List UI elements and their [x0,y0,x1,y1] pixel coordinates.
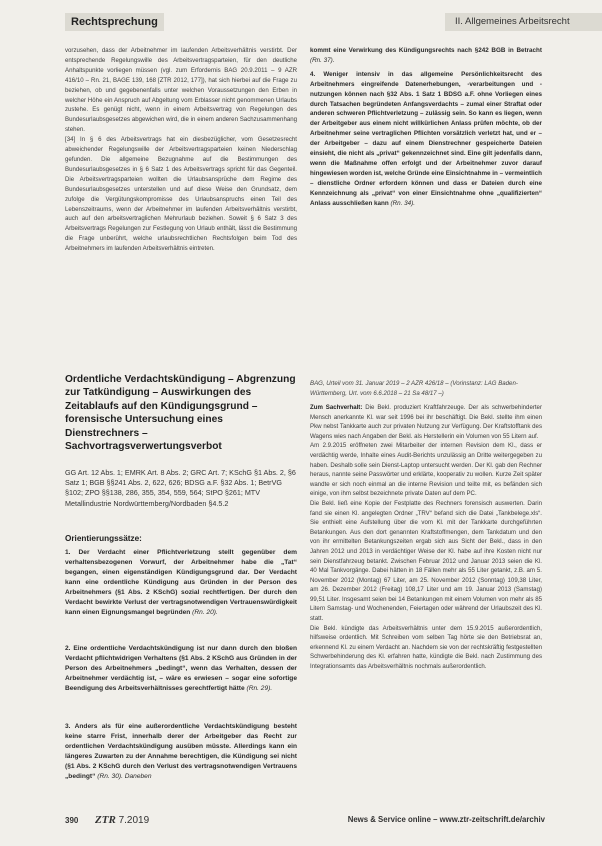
facts-paragraph: Am 2.9.2015 eröffneten zwei Mitarbeiter der internen Revision dem Kl., dass er verdächtig werde, Inhalte eines Audit-Berichts unzulässig an Dritte weitergegeben zu haben. Deshalb solle sein Dienst-Laptop untersucht werden. Der Kl. gab den Rechner heraus, nannte seine Passwörter und erklärte, kooperativ zu wollen. Kurze Zeit später wandte er sich noch einmal an die interne Revision und teilte mit, es befänden sich einige, von ihm selbst bezeichnete private Daten auf dem PC. [310,442,542,498]
orientation-point-text: 4. Weniger intensiv in das allgemeine Persönlichkeitsrecht des Arbeitnehmers eingreifende Datenerhebungen, -verarbeitungen und -nutzungen können nach §32 Abs. 1 Satz 1 BDSG a.F. ohne Vorliegen eines durch Tatsachen begründeten Anfangsverdachts – zumal einer Straftat oder anderen schweren Pflichtverletzung – zulässig sein. So kann es liegen, wenn der Arbeitgeber aus einem nicht willkürlichen Anlass prüfen möchte, ob der Arbeitnehmer seine vertraglichen Pflichten vorsätzlich verletzt hat, und er – der Arbeitgeber – dazu auf einem Dienstrechner gespeicherte Dateien einsieht, die nicht als „privat“ gekennzeichnet sind. Eine gilt jedenfalls dann, wenn die Maßnahme offen erfolgt und der Arbeitnehmer zuvor darauf hingewiesen worden ist, welche Gründe eine Einsichtnahme in – vermeintlich – dienstliche Ordner erfordern können und dass er Dateien durch eine Kennzeichnung als „privat“ von einer Einsichtnahme ohne „qualifizierten“ Anlass ausschließen kann [310,70,542,207]
left-column-continuation [65,46,297,254]
facts-paragraph: Die Bekl. kündigte das Arbeitsverhältnis unter dem 15.9.2015 außerordentlich, hilfsweise ordentlich. Mit Schreiben vom selben Tag hörte sie den Betriebsrat an, erkennend Kl. zu einem Verdacht an. Nachdem sie von der rechtskräftig festgestellten Schwerbehinderung des Kl. erfahren hatte, kündigte die Bekl. nach Zustimmung des Integrationsamts das Arbeitsverhältnis nochmals außerordentlich. [310,624,542,671]
margin-number: (Rn. 29). [246,685,273,692]
facts-paragraph: Die Bekl. ließ eine Kopie der Festplatte des Rechners forensisch auswerten. Darin fand sie einen Kl. angelegten Ordner „TRV“ befand sich die Datei „Tankbelege.xls“. Sie enthielt eine Aufstellung über die vom Kl. mit der Tankkarte durchgeführten Betankungen. Aus den dort genannten Kraftstoffmengen, dem Tankdatum und den von ihr ermittelten Betankungszeiten ergab sich aus Sicht der Bekl., dass in den Jahren 2012 und 2013 in verdächtiger Weise der Kl. habe auf ihre Kosten nicht nur sein Dienstfahrzeug betankt. Zwischen Februar 2012 und Januar 2013 seien die Kl. 40 Mal Tankvorgänge. Dabei hätten in 18 Fällen mehr als 55 Liter getankt, z.B. am 5. November 2012 (Montag) 67 Liter, am 25. November 2012 (Sonntag) 109,38 Liter, am 26. Dezember 2012 (Freitag) 108,17 Liter und am 19. Januar 2013 (Samstag) 99,51 Liter. Insgesamt seien bei 14 Betankungen mit einem Volumen von mehr als 85 Litern Samstag- und Wochenenden, Feiertagen oder während der Urlaubszeit des Kl. statt. [310,499,542,623]
facts-section [310,403,542,672]
orientation-point [65,644,297,694]
orientation-continuation: kommt eine Verwirkung des Kündigungsrechts nach §242 BGB in Betracht [310,47,542,54]
margin-number: (Rn. 37). [310,56,335,64]
orientation-point [65,548,297,618]
magazine-logo: ZTR [95,814,116,826]
magazine-issue [95,814,149,826]
chapter-header: II. Allgemeines Arbeitsrecht [445,13,602,31]
orientation-point-text: 2. Eine ordentliche Verdachtskündigung ist nur dann durch den bloßen Verdacht pflichtwidrigen Verhaltens (§1 Abs. 2 KSchG aus Gründen in der Person des Arbeitnehmers „bedingt“, wenn das Verhalten, dessen der Arbeitnehmer verdächtig ist, – wäre es erwiesen – sogar eine sofortige Beendigung des Arbeitsverhältnisses gerechtfertigt hätte [65,645,297,692]
margin-number: (Rn. 30). Daneben [97,773,152,780]
left-paragraph: [34] In § 6 des Arbeitsvertrags hat ein diesbezüglicher, vom Gesetzesrecht abweichender Regelungswille der Arbeitsvertragsparteien keinen Niederschlag gefunden. Die allgemeine Bezugnahme auf die Bestimmungen des Bundesurlaubsgesetzes in § 6 Satz 1 des Arbeitsvertrags spricht für das Gegenteil. Die Arbeitsvertragsparteien wollten die Urlaubsansprüche dem Regime des Bundesurlaubsgesetzes unterstellen und auf diese Weise den Grundsatz, dem zufolge die Vergütungskompromisse des Urlaubsanspruchs einen Teil des Lebenszeitraums, wenn der Arbeitnehmer im laufenden Arbeitsverhältnis verstirbt, auch auf den arbeitsvertraglichen Mehrurlaub beziehen. Soweit § 6 Satz 3 des Arbeitsvertrags Regelungen zur Festlegung von Urlaub enthält, lässt die Bestimmung die Frage unberührt, welche urlaubsrechtlichen Rechtsfolgen beim Tod des Arbeitnehmers im laufenden Arbeitsverhältnis eintreten. [65,136,297,253]
margin-number: (Rn. 34). [390,199,415,207]
article-title: Ordentliche Verdachtskündigung – Abgrenzung zur Tatkündigung – Auswirkungen des Zeitablaufs auf den Kündigungsgrund – forensische Untersuchung eines Dienstrechners – Sachvortragsverwertungsverbot [65,374,296,453]
orientation-point-text: 3. Anders als für eine außerordentliche Verdachtskündigung besteht keine starre Frist, innerhalb derer der Arbeitgeber das Recht zur ordentlichen Verdachtskündigung ausüben müsste. Allerdings kann ein längeres Zuwarten zu der Annahme berechtigen, die Kündigung sei nicht (§1 Abs. 2 KSchG durch den Verlust des vertragsnotwendigen Vertrauens „bedingt“ [65,723,297,780]
archive-link[interactable]: News & Service online – www.ztr-zeitschrift.de/archiv [347,815,545,824]
page-number: 390 [65,816,79,825]
facts-paragraph: Die Bekl. produziert Kraftfahrzeuge. Der als schwerbehinderter Mensch anerkannte Kl. war seit 1996 bei ihr beschäftigt. Die Bekl. stellte ihm einen Pkw nebst Tankkarte auch zur privaten Nutzung zur Verfügung. Der Kraftstofftank des Wagens wies nach Angaben der Bekl. als Herstellerin ein Volumen von 55 Litern auf. [310,404,542,440]
facts-label: Zum Sachverhalt: [310,404,363,411]
orientation-point [65,722,297,782]
issue-number: 7.2019 [118,815,150,826]
decision-citation: BAG, Urteil vom 31. Januar 2019 – 2 AZR 426/18 – (Vorinstanz: LAG Baden-Württemberg, Urt. vom 6.6.2018 – 21 Sa 48/17 –) [310,380,518,397]
orientation-point-text: 1. Der Verdacht einer Pflichtverletzung stellt gegenüber dem verhaltensbezogenen Vorwurf, der Arbeitnehmer habe die „Tat“ begangen, einen eigenständigen Kündigungsgrund dar. Der Verdacht kann eine ordentliche Kündigung aus Gründen in der Person des Arbeitnehmers (§1 Abs. 2 KSchG) sozial rechtfertigen. Der durch den Verdacht bewirkte Verlust der vertragsnotwendigen Vertrauenswürdigkeit kann einen Eignungsmangel begründen [65,549,297,616]
orientation-label: Orientierungssätze: [65,534,142,543]
margin-number: (Rn. 20). [192,609,218,616]
right-column-orientation [310,46,542,209]
section-header: Rechtsprechung [65,13,164,31]
left-paragraph: vorzusehen, dass der Arbeitnehmer im laufenden Arbeitsverhältnis verstirbt. Der entsprechende Regelungswille des Arbeitsvertragsparteien, für den deutliche Anhaltspunkte vorliegen müssen (vgl. zum Erfordernis BAG 20.9.2011 – 9 AZR 416/10 – Rn. 21, BAGE 139, 168 [ZTR 2012, 177]), hat sich hierbei auf die Frage zu beziehen, ob und gegebenenfalls unter welchen Voraussetzungen den Erben in welcher Höhe ein Anspruch auf Abgeltung vom Erblasser nicht genommenen Urlaubs zustehe. Es genügt nicht, wenn in einem Arbeitsvertrag von Regelungen des Bundesurlaubsgesetzes abgewichen wird, die in einem anderen Sachzusammenhang stehen. [65,47,297,134]
norm-references: GG Art. 12 Abs. 1; EMRK Art. 8 Abs. 2; GRC Art. 7; KSchG §1 Abs. 2, §6 Satz 1; BGB §§241 Abs. 2, 622, 626; BDSG a.F. §32 Abs. 1; BetrVG §102; ZPO §§138, 286, 355, 354, 559, 564; StPO §261; MTV Metallindustrie Nordwürttemberg/Nordbaden §4.5.2 [65,468,296,508]
